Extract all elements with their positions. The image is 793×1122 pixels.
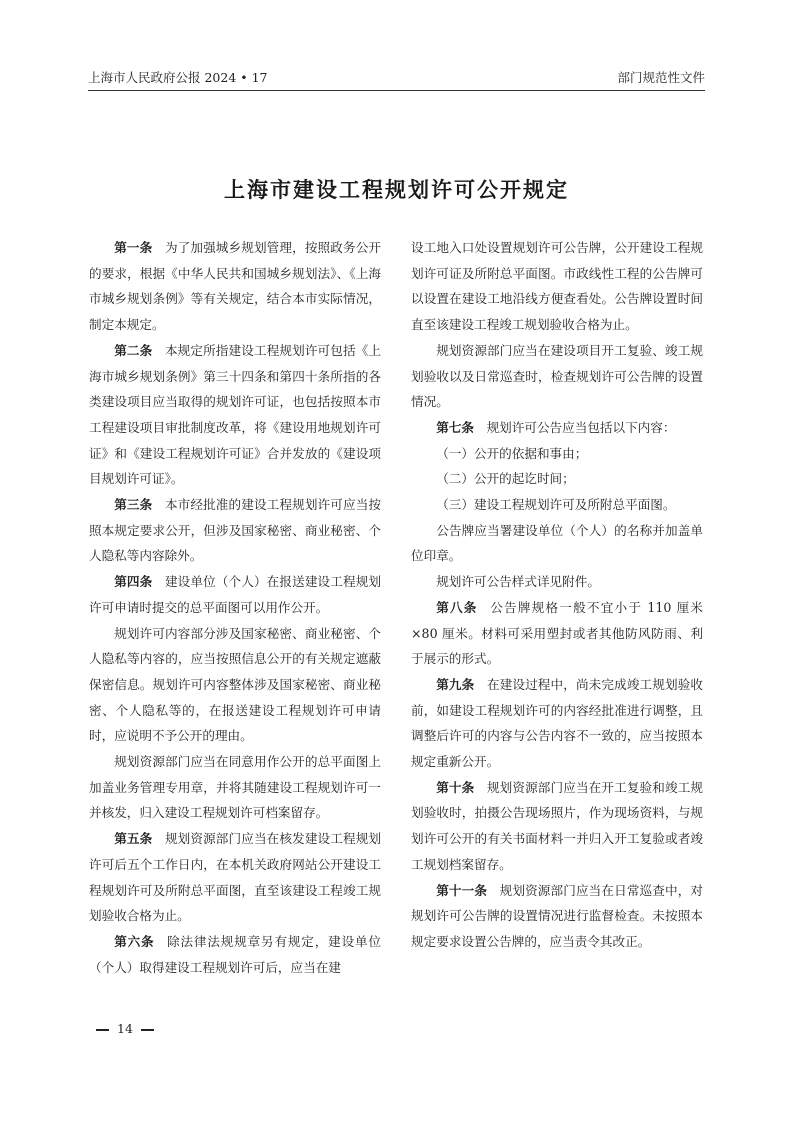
paragraph-text: 除法律法规规章另有规定，建设单位（个人）取得建设工程规划许可后，应当在建 bbox=[89, 933, 382, 975]
document-title: 上海市建设工程规划许可公开规定 bbox=[224, 178, 569, 202]
paragraph-text: 规划资源部门应当在建设项目开工复验、竣工规划验收以及日常巡查时，检查规划许可公告牌的设置情况。 bbox=[411, 342, 703, 410]
article-number: 第六条 bbox=[114, 933, 155, 949]
article-paragraph bbox=[411, 775, 703, 878]
publication-name: 上海市人民政府公报 2024 • 17 bbox=[88, 70, 268, 85]
paragraph-text: （二）公开的起讫时间； bbox=[436, 471, 575, 487]
paragraph-text: 建设单位（个人）在报送建设工程规划许可申请时提交的总平面图可以用作公开。 bbox=[89, 574, 382, 615]
page-dash-left bbox=[96, 1029, 109, 1031]
left-column bbox=[89, 235, 381, 980]
paragraph-text: 公告牌规格一般不宜小于 110 厘米×80 厘米。材料可采用塑封或者其他防风防雨、利于展示的形式。 bbox=[411, 599, 704, 667]
paragraph bbox=[411, 492, 703, 518]
article-number: 第四条 bbox=[114, 574, 153, 590]
paragraph-text: 公告牌应当署建设单位（个人）的名称并加盖单位印章。 bbox=[411, 522, 703, 564]
header-rule bbox=[88, 90, 705, 91]
running-header bbox=[88, 64, 705, 88]
page-dash-right bbox=[141, 1029, 154, 1031]
paragraph-text: 为了加强城乡规划管理，按照政务公开的要求，根据《中华人民共和国城乡规划法》、《上海市城乡规划条例》等有关规定，结合本市实际情况，制定本规定。 bbox=[89, 240, 382, 333]
article-paragraph bbox=[411, 415, 703, 441]
paragraph-text: 规划许可公告样式详见附件。 bbox=[436, 574, 600, 590]
article-number: 第七条 bbox=[436, 419, 474, 435]
paragraph bbox=[411, 235, 703, 338]
article-number: 第一条 bbox=[114, 240, 153, 255]
paragraph-text: （三）建设工程规划许可及所附总平面图。 bbox=[436, 497, 676, 513]
paragraph bbox=[89, 749, 381, 826]
paragraph-text: 本规定所指建设工程规划许可包括《上海市城乡规划条例》第三十四条和第四十条所指的各类建设项目应当取得的规划许可证，也包括按照本市工程建设项目审批制度改革，将《建设用地规划许可证》和《建设工程规划许可证》合并发放的《建设项目规划许可证》。 bbox=[89, 342, 382, 487]
article-paragraph bbox=[89, 235, 381, 338]
page-number bbox=[96, 1021, 162, 1036]
paragraph bbox=[411, 338, 703, 415]
article-paragraph bbox=[89, 492, 381, 569]
paragraph-text: （一）公开的依据和事由； bbox=[436, 445, 588, 461]
paragraph-text: 设工地入口处设置规划许可公告牌，公开建设工程规划许可证及所附总平面图。市政线性工程的公告牌可以设置在建设工地沿线方便查看处。公告牌设置时间直至该建设工程竣工规划验收合格为止。 bbox=[411, 240, 703, 333]
paragraph bbox=[411, 441, 703, 467]
article-number: 第九条 bbox=[436, 676, 475, 692]
article-paragraph bbox=[89, 569, 381, 620]
paragraph-text: 规划许可内容部分涉及国家秘密、商业秘密、个人隐私等内容的，应当按照信息公开的有关规定遮蔽保密信息。规划许可内容整体涉及国家秘密、商业秘密、个人隐私等的，在报送建设工程规划许可申请时，应说明不予公开的理由。 bbox=[89, 625, 381, 744]
article-paragraph bbox=[89, 338, 381, 492]
right-column bbox=[411, 235, 703, 955]
article-paragraph bbox=[89, 929, 381, 980]
paragraph-text: 规划许可公告应当包括以下内容： bbox=[486, 419, 676, 435]
article-number: 第十一条 bbox=[436, 882, 488, 898]
paragraph-text: 规划资源部门应当在日常巡查中，对规划许可公告牌的设置情况进行监督检查。未按照本规定要求设置公告牌的，应当责令其改正。 bbox=[411, 882, 704, 949]
article-paragraph bbox=[411, 672, 703, 775]
article-number: 第二条 bbox=[114, 342, 153, 358]
article-number: 第三条 bbox=[114, 497, 153, 513]
article-paragraph bbox=[89, 826, 381, 929]
paragraph bbox=[411, 466, 703, 492]
paragraph bbox=[411, 569, 703, 595]
article-number: 第五条 bbox=[114, 831, 153, 847]
paragraph-text: 本市经批准的建设工程规划许可应当按照本规定要求公开，但涉及国家秘密、商业秘密、个人隐私等内容除外。 bbox=[89, 497, 382, 564]
paragraph-text: 在建设过程中，尚未完成竣工规划验收前，如建设工程规划许可的内容经批准进行调整，且调整后许可的内容与公告内容不一致的，应当按照本规定重新公开。 bbox=[411, 676, 704, 770]
article-paragraph bbox=[411, 595, 703, 672]
paragraph bbox=[411, 518, 703, 569]
article-number: 第八条 bbox=[436, 599, 478, 615]
paragraph-text: 规划资源部门应当在开工复验和竣工规划验收时，拍摄公告现场照片，作为现场资料，与规划许可公开的有关书面材料一并归入开工复验或者竣工规划档案留存。 bbox=[411, 779, 704, 872]
paragraph-text: 规划资源部门应当在同意用作公开的总平面图上加盖业务管理专用章，并将其随建设工程规划许可一并核发，归入建设工程规划许可档案留存。 bbox=[89, 754, 381, 821]
paragraph-text: 规划资源部门应当在核发建设工程规划许可后五个工作日内，在本机关政府网站公开建设工程规划许可及所附总平面图，直至该建设工程竣工规划验收合格为止。 bbox=[89, 831, 382, 924]
page-number-text: 14 bbox=[117, 1021, 133, 1036]
document-category: 部门规范性文件 bbox=[617, 70, 705, 85]
paragraph bbox=[89, 621, 381, 750]
article-number: 第十条 bbox=[436, 779, 475, 795]
article-paragraph bbox=[411, 878, 703, 955]
